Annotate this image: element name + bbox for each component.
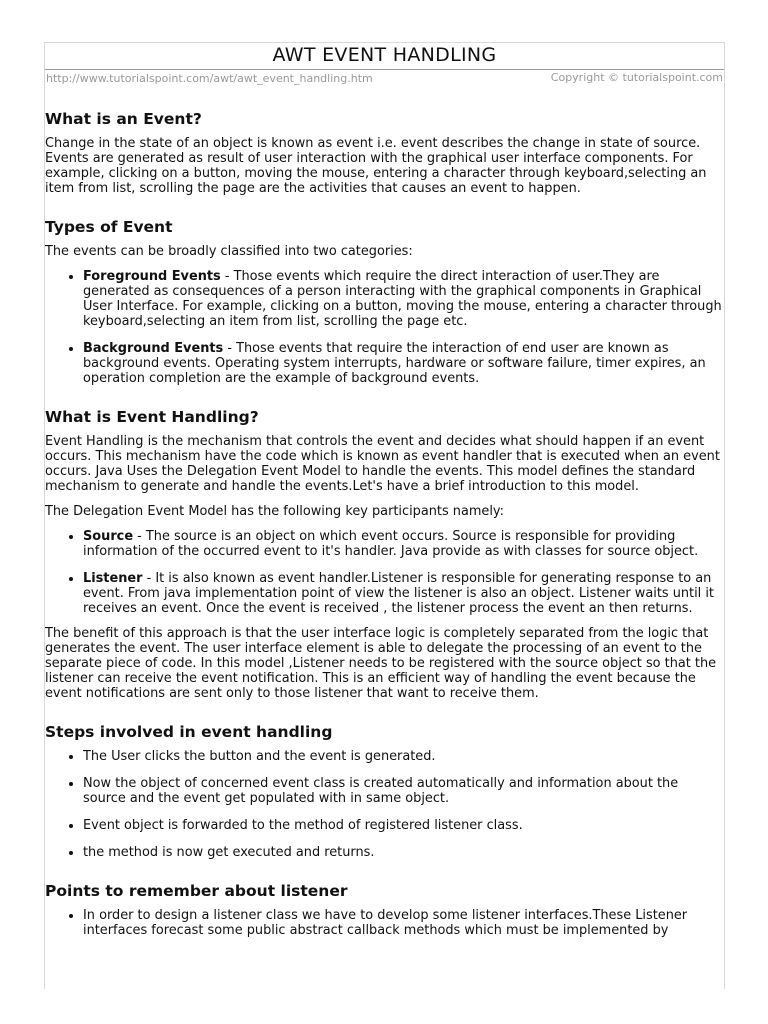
source-url[interactable]: http://www.tutorialspoint.com/awt/awt_event_handling.htm	[46, 72, 373, 85]
copyright-notice: Copyright © tutorialspoint.com	[550, 71, 723, 84]
participants-list	[45, 529, 724, 616]
list-item: • the method is now get executed and returns.	[83, 845, 724, 860]
document-page	[44, 42, 725, 989]
foreground-events-text: - Those events which require the direct interaction of user.They are generated as consequences of a person interacting with the graphical components in Graphical User Interface. For example, clicking on a button, moving the mouse, entering a character through keyboard,selecting an item from list, scrolling the page etc.	[83, 269, 722, 329]
term-foreground-events: Foreground Events	[83, 269, 221, 284]
list-item: • Now the object of concerned event class is created automatically and information about the source and the event get populated with in same object.	[83, 776, 724, 806]
source-text: - The source is an object on which event occurs. Source is responsible for providing information of the occurred event to it's handler. Java provide as with classes for source object.	[83, 529, 699, 559]
background-events-text: - Those events that require the interaction of end user are known as background events. Operating system interrupts, hardware or software failure, timer expires, an operation completion are the example of background events.	[83, 341, 706, 386]
heading-event-handling: What is Event Handling?	[45, 408, 259, 426]
heading-what-is-event: What is an Event?	[45, 110, 202, 128]
list-item: • Event object is forwarded to the method of registered listener class.	[83, 818, 724, 833]
term-source: Source	[83, 529, 134, 544]
heading-steps: Steps involved in event handling	[45, 723, 333, 741]
handling-paragraph-1: Event Handling is the mechanism that controls the event and decides what should happen if an event occurs. This mechanism have the code which is known as event handler that is executed when an event occurs. Java Uses the Delegation Event Model to handle the events. This model defines the standard mechanism to generate and handle the events.Let's have a brief introduction to this model.	[45, 434, 720, 494]
points-list	[45, 908, 724, 938]
types-list	[45, 269, 724, 386]
term-listener: Listener	[83, 571, 143, 586]
list-item	[83, 571, 724, 616]
steps-list	[45, 749, 724, 860]
list-item: • In order to design a listener class we have to develop some listener interfaces.These Listener interfaces forecast some public abstract callback methods which must be implemented by	[83, 908, 724, 938]
term-background-events: Background Events	[83, 341, 224, 356]
handling-paragraph-3: The benefit of this approach is that the user interface logic is completely separated from the logic that generates the event. The user interface element is able to delegate the processing of an event to the separate piece of code. In this model ,Listener needs to be registered with the source object so that the listener can receive the event notification. This is an efficient way of handling the event because the event notifications are sent only to those listener that want to receive them.	[45, 626, 717, 701]
types-intro: The events can be broadly classified into two categories:	[45, 244, 413, 259]
page-title: AWT EVENT HANDLING	[272, 44, 497, 66]
url-bar	[45, 69, 724, 88]
list-item: • The User clicks the button and the event is generated.	[83, 749, 724, 764]
list-item	[83, 341, 724, 386]
article-content	[45, 110, 724, 938]
heading-points: Points to remember about listener	[45, 882, 348, 900]
list-item	[83, 269, 724, 329]
heading-types-of-event: Types of Event	[45, 218, 173, 236]
listener-text: - It is also known as event handler.Listener is responsible for generating response to an event. From java implementation point of view the listener is also an object. Listener waits until it receives an event. Once the event is received , the listener process the event an then returns.	[83, 571, 714, 616]
handling-paragraph-2: The Delegation Event Model has the following key participants namely:	[45, 504, 504, 519]
event-paragraph: Change in the state of an object is known as event i.e. event describes the change in state of source. Events are generated as result of user interaction with the graphical user interface components. For example, clicking on a button, moving the mouse, entering a character through keyboard,selecting an item from list, scrolling the page are the activities that causes an event to happen.	[45, 136, 707, 196]
list-item	[83, 529, 724, 559]
